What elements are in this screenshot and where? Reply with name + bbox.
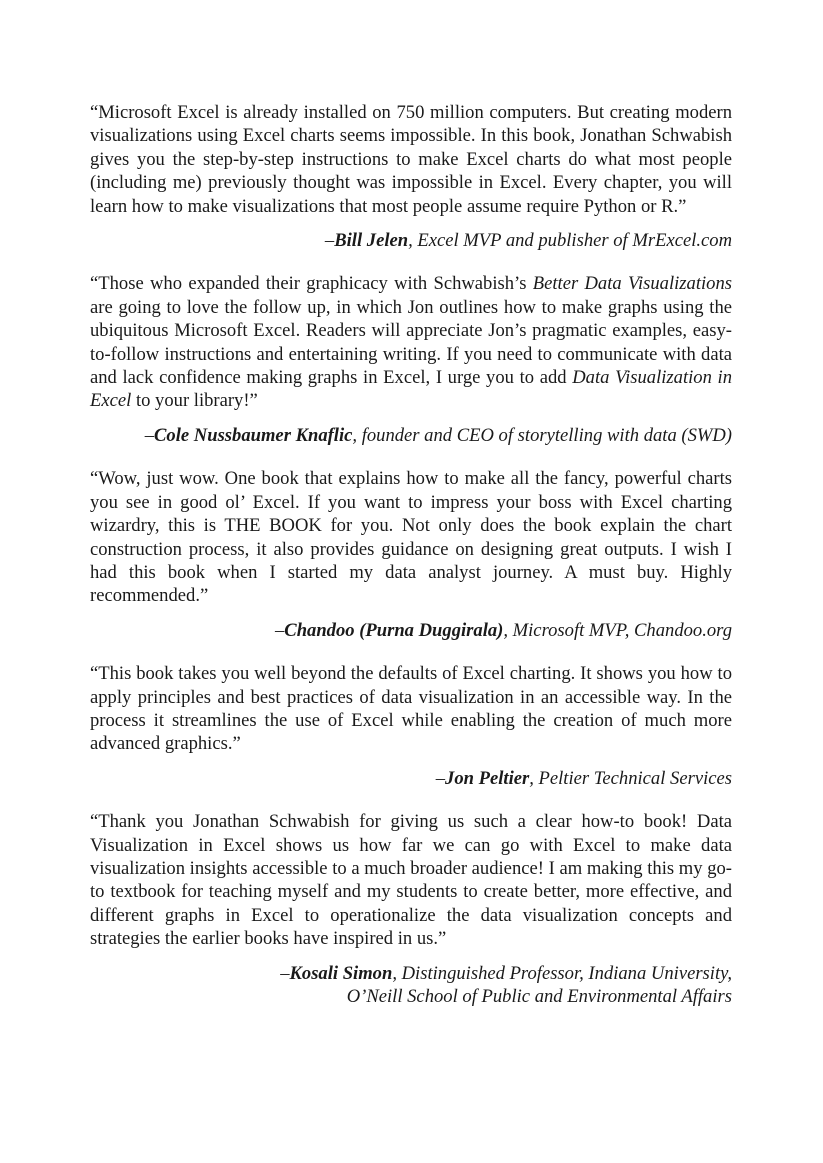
attribution-name: Chandoo (Purna Duggirala) (284, 619, 504, 641)
testimonial-quote (90, 810, 732, 950)
attribution-dash: – (144, 424, 155, 446)
testimonial-attribution (90, 767, 732, 790)
attribution-role: , Distinguished Professor, Indiana University, (392, 962, 732, 984)
attribution-name: Cole Nussbaumer Knaflic (154, 424, 353, 446)
testimonial-quote (90, 467, 732, 607)
testimonial-quote (90, 662, 732, 756)
testimonial-3 (90, 467, 732, 642)
quote-text: “Those who expanded their graphicacy with Schwabish’s (90, 273, 533, 295)
testimonial-1 (90, 101, 732, 252)
testimonial-2 (90, 272, 732, 447)
quote-text: are going to love the follow up, in which Jon outlines how to make graphs using the ubiquitous Microsoft Excel. Readers will appreciate Jon’s pragmatic examples, easy-to-follow instructions and entertaining writing. If you need to communicate with data and lack confidence making graphs in Excel, I urge you to add (90, 296, 732, 389)
attribution-role: , Microsoft MVP, Chandoo.org (503, 619, 732, 641)
attribution-role: , Excel MVP and publisher of MrExcel.com (408, 230, 732, 252)
testimonial-quote (90, 101, 732, 218)
quote-text: “Thank you Jonathan Schwabish for giving us such a clear how-to book! Data Visualization in Excel shows us how far we can go with Excel to make data visualization insights accessible to a much broader audience! I am making this my go-to textbook for teaching myself and my students to create better, more effective, and different graphs in Excel to operationalize the data visualization concepts and strategies the earlier books have inspired in us.” (90, 811, 732, 950)
attribution-name: Jon Peltier (445, 767, 530, 789)
quote-book-title: Data Visualization in Excel (90, 367, 732, 412)
testimonial-4 (90, 662, 732, 790)
testimonial-attribution (90, 424, 732, 447)
attribution-dash: – (324, 230, 335, 252)
testimonial-attribution (90, 619, 732, 642)
quote-text: to your library!” (131, 390, 258, 412)
quote-book-title: Better Data Visualizations (532, 273, 732, 295)
attribution-name: Bill Jelen (334, 230, 409, 252)
testimonial-attribution (90, 962, 732, 1009)
quote-text: “Microsoft Excel is already installed on 750 million computers. But creating modern visualizations using Excel charts seems impossible. In this book, Jonathan Schwabish gives you the step-by-step instructions to make Excel charts do what most people (including me) previously thought was impossible in Excel. Every chapter, you will learn how to make visualizations that most people assume require Python or R.” (90, 102, 732, 217)
attribution-dash: – (280, 962, 290, 984)
attribution-name: Kosali Simon (289, 962, 393, 984)
testimonial-attribution (90, 229, 732, 252)
attribution-dash: – (275, 619, 285, 641)
testimonial-quote (90, 272, 732, 412)
attribution-role-line2: O’Neill School of Public and Environmental Affairs (346, 986, 732, 1007)
testimonial-5 (90, 810, 732, 1008)
attribution-dash: – (435, 767, 446, 789)
attribution-role: , Peltier Technical Services (529, 767, 732, 789)
quote-text: “This book takes you well beyond the defaults of Excel charting. It shows you how to apply principles and best practices of data visualization in an accessible way. In the process it streamlines the use of Excel while enabling the creation of much more advanced graphics.” (90, 663, 732, 755)
quote-text: “Wow, just wow. One book that explains how to make all the fancy, powerful charts you see in good ol’ Excel. If you want to impress your boss with Excel charting wizardry, this is THE BOOK for you. Not only does the book explain the chart construction process, it also provides guidance on designing great outputs. I wish I had this book when I started my data analyst journey. A must buy. Highly recommended.” (90, 468, 732, 607)
testimonials-page (90, 101, 732, 1022)
attribution-role: , founder and CEO of storytelling with data (SWD) (352, 424, 732, 446)
